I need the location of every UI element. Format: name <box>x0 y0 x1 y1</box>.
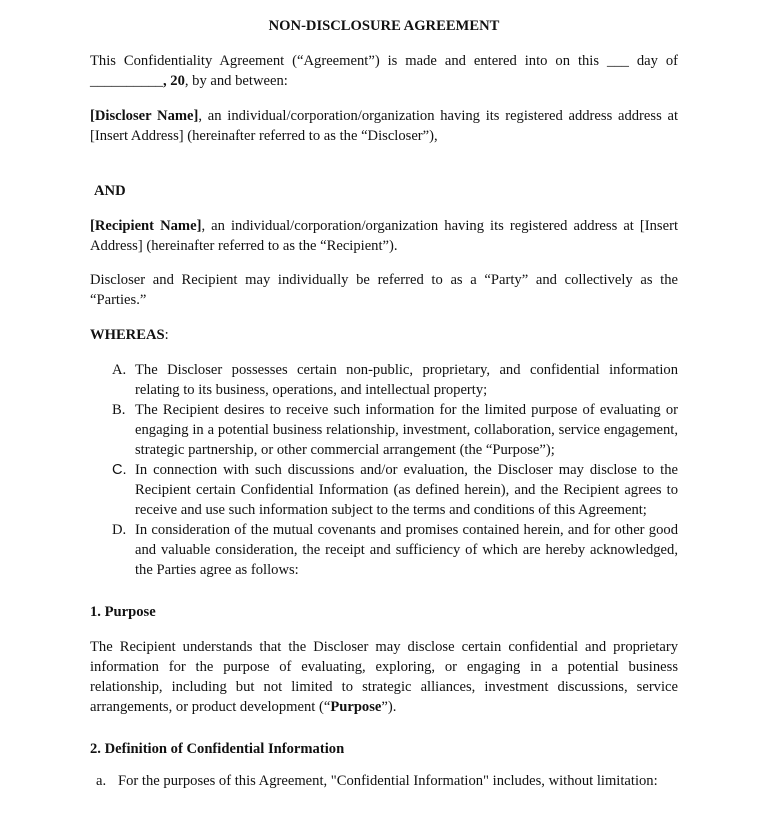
intro-paragraph <box>90 51 678 91</box>
list-item-text: For the purposes of this Agreement, "Confidential Information" includes, without limitation: <box>118 773 658 789</box>
parties-paragraph: Discloser and Recipient may individually be referred to as a “Party” and collectively as the “Parties.” <box>90 272 678 308</box>
whereas-colon: : <box>164 327 169 343</box>
section-1-text-2: ”). <box>381 699 397 715</box>
whereas-label: WHEREAS <box>90 327 165 343</box>
whereas-heading <box>90 325 169 345</box>
whereas-item-c <box>112 460 678 520</box>
list-marker: a. <box>96 773 107 789</box>
whereas-item-a <box>112 360 678 400</box>
list-item-text: In consideration of the mutual covenants and promises contained herein, and for other good and valuable consideration, the receipt and sufficiency of which are hereby acknowledged, the Parties agree as follows: <box>135 522 678 578</box>
list-marker: C. <box>112 462 127 478</box>
list-item-text: The Recipient desires to receive such information for the limited purpose of evaluating or engaging in a potential business relationship, investment, collaboration, service engagement, strategic partnership, or other commercial arrangement (the “Purpose”); <box>135 402 678 458</box>
list-marker: A. <box>112 362 127 378</box>
recipient-paragraph <box>90 216 678 256</box>
section-1-paragraph <box>90 637 678 717</box>
section-2-item-a <box>96 771 686 791</box>
discloser-text: , an individual/corporation/organization having its registered address address at [Insert Address] (hereinafter referred to as the “Discloser”), <box>90 108 679 144</box>
recipient-name: [Recipient Name] <box>90 218 202 234</box>
list-item-text: In connection with such discussions and/or evaluation, the Discloser may disclose to the Recipient certain Confidential Information (as defined herein), and the Recipient agrees to receive and use such information subject to the terms and conditions of this Agreement; <box>135 462 678 518</box>
list-marker: D. <box>112 522 127 538</box>
intro-text-1: This Confidentiality Agreement (“Agreement”) is made and entered into on this ___ day of __________ <box>90 53 678 89</box>
document-title: NON-DISCLOSURE AGREEMENT <box>268 18 500 34</box>
section-1-text-1: The Recipient understands that the Discloser may disclose certain confidential and proprietary information for the purpose of evaluating, exploring, or engaging in a potential business relationship, including but not limited to strategic alliances, investment discussions, service arrangements, or product development (“ <box>90 639 678 715</box>
list-marker: B. <box>112 402 126 418</box>
section-2-heading: 2. Definition of Confidential Information <box>90 741 345 757</box>
intro-text-2: , by and between: <box>184 73 288 89</box>
and-label: AND <box>94 183 126 199</box>
discloser-name: [Discloser Name] <box>90 108 199 124</box>
section-1-heading: 1. Purpose <box>90 604 156 620</box>
discloser-paragraph <box>90 106 678 146</box>
intro-year: , 20 <box>162 73 185 89</box>
whereas-item-b <box>112 400 678 460</box>
recipient-text: , an individual/corporation/organization having its registered address at [Insert Address] (hereinafter referred to as the “Recipient”). <box>90 218 679 254</box>
whereas-item-d <box>112 520 678 580</box>
section-1-purpose: Purpose <box>330 699 382 715</box>
list-item-text: The Discloser possesses certain non-public, proprietary, and confidential information relating to its business, operations, and intellectual property; <box>135 362 678 398</box>
